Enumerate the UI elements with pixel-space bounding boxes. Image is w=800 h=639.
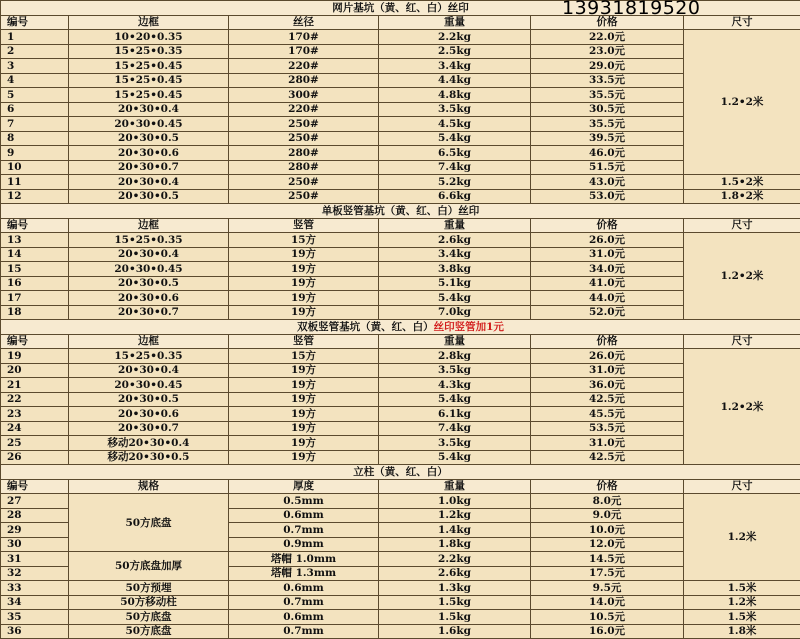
gauge-cell: 0.9mm bbox=[229, 537, 379, 552]
price-cell: 10.5元 bbox=[531, 610, 684, 625]
weight-cell: 1.6kg bbox=[379, 624, 531, 639]
frame-cell: 15•25•0.45 bbox=[69, 88, 229, 103]
price-cell: 42.5元 bbox=[531, 450, 684, 465]
column-header: 编号 bbox=[1, 479, 69, 494]
price-cell: 52.0元 bbox=[531, 305, 684, 320]
price-cell: 53.0元 bbox=[531, 189, 684, 204]
gauge-cell: 280# bbox=[229, 146, 379, 161]
gauge-cell: 19方 bbox=[229, 305, 379, 320]
table-row bbox=[1, 581, 800, 596]
column-header: 重量 bbox=[379, 218, 531, 233]
item-number: 35 bbox=[1, 610, 69, 625]
price-cell: 9.5元 bbox=[531, 581, 684, 596]
item-number: 9 bbox=[1, 146, 69, 161]
price-cell: 12.0元 bbox=[531, 537, 684, 552]
frame-cell: 15•25•0.35 bbox=[69, 44, 229, 59]
section-title-text: 单板竖管基坑（黄、红、白）丝印 bbox=[322, 205, 480, 217]
gauge-cell: 250# bbox=[229, 189, 379, 204]
section-title bbox=[1, 204, 800, 219]
section-title bbox=[1, 465, 800, 480]
gauge-cell: 0.6mm bbox=[229, 610, 379, 625]
gauge-cell: 0.6mm bbox=[229, 581, 379, 596]
section-title-text: 立柱（黄、红、白） bbox=[353, 466, 448, 478]
item-number: 14 bbox=[1, 247, 69, 262]
item-number: 5 bbox=[1, 88, 69, 103]
table-row bbox=[1, 363, 800, 378]
item-number: 10 bbox=[1, 160, 69, 175]
spec-cell: 50方预埋 bbox=[69, 581, 229, 596]
gauge-cell: 19方 bbox=[229, 421, 379, 436]
size-cell: 1.5•2米 bbox=[684, 175, 800, 190]
frame-cell: 20•30•0.6 bbox=[69, 291, 229, 306]
table-row bbox=[1, 88, 800, 103]
weight-cell: 2.6kg bbox=[379, 566, 531, 581]
table-row bbox=[1, 233, 800, 248]
weight-cell: 3.5kg bbox=[379, 102, 531, 117]
table-row bbox=[1, 189, 800, 204]
gauge-cell: 220# bbox=[229, 102, 379, 117]
header-row bbox=[1, 479, 800, 494]
frame-cell: 20•30•0.4 bbox=[69, 363, 229, 378]
table-row bbox=[1, 102, 800, 117]
price-cell: 29.0元 bbox=[531, 59, 684, 74]
weight-cell: 2.2kg bbox=[379, 30, 531, 45]
table-row bbox=[1, 175, 800, 190]
weight-cell: 3.4kg bbox=[379, 59, 531, 74]
price-cell: 31.0元 bbox=[531, 436, 684, 451]
frame-cell: 20•30•0.7 bbox=[69, 421, 229, 436]
weight-cell: 3.4kg bbox=[379, 247, 531, 262]
price-cell: 10.0元 bbox=[531, 523, 684, 538]
frame-cell: 20•30•0.7 bbox=[69, 305, 229, 320]
price-cell: 39.5元 bbox=[531, 131, 684, 146]
weight-cell: 3.5kg bbox=[379, 436, 531, 451]
frame-cell: 20•30•0.7 bbox=[69, 160, 229, 175]
item-number: 12 bbox=[1, 189, 69, 204]
frame-cell: 移动20•30•0.4 bbox=[69, 436, 229, 451]
gauge-cell: 19方 bbox=[229, 378, 379, 393]
weight-cell: 4.3kg bbox=[379, 378, 531, 393]
size-cell: 1.2•2米 bbox=[684, 30, 800, 175]
price-cell: 26.0元 bbox=[531, 233, 684, 248]
table-row bbox=[1, 160, 800, 175]
column-header: 竖管 bbox=[229, 218, 379, 233]
table-row bbox=[1, 595, 800, 610]
spec-cell: 50方移动柱 bbox=[69, 595, 229, 610]
weight-cell: 5.4kg bbox=[379, 392, 531, 407]
frame-cell: 20•30•0.5 bbox=[69, 276, 229, 291]
column-header: 竖管 bbox=[229, 334, 379, 349]
frame-cell: 20•30•0.6 bbox=[69, 407, 229, 422]
item-number: 16 bbox=[1, 276, 69, 291]
price-cell: 23.0元 bbox=[531, 44, 684, 59]
item-number: 31 bbox=[1, 552, 69, 567]
table-row bbox=[1, 494, 800, 509]
item-number: 32 bbox=[1, 566, 69, 581]
item-number: 28 bbox=[1, 508, 69, 523]
table-row bbox=[1, 291, 800, 306]
price-cell: 44.0元 bbox=[531, 291, 684, 306]
frame-cell: 20•30•0.45 bbox=[69, 262, 229, 277]
item-number: 8 bbox=[1, 131, 69, 146]
column-header: 重量 bbox=[379, 15, 531, 30]
gauge-cell: 280# bbox=[229, 160, 379, 175]
frame-cell: 20•30•0.4 bbox=[69, 175, 229, 190]
price-cell: 34.0元 bbox=[531, 262, 684, 277]
column-header: 丝径 bbox=[229, 15, 379, 30]
weight-cell: 1.4kg bbox=[379, 523, 531, 538]
section-title-text: 网片基坑（黄、红、白）丝印 bbox=[332, 2, 469, 14]
frame-cell: 20•30•0.45 bbox=[69, 117, 229, 132]
table-row bbox=[1, 30, 800, 45]
price-cell: 31.0元 bbox=[531, 247, 684, 262]
weight-cell: 3.8kg bbox=[379, 262, 531, 277]
item-number: 17 bbox=[1, 291, 69, 306]
price-cell: 17.5元 bbox=[531, 566, 684, 581]
item-number: 6 bbox=[1, 102, 69, 117]
gauge-cell: 19方 bbox=[229, 276, 379, 291]
weight-cell: 5.4kg bbox=[379, 291, 531, 306]
item-number: 27 bbox=[1, 494, 69, 509]
frame-cell: 20•30•0.5 bbox=[69, 131, 229, 146]
size-cell: 1.2•2米 bbox=[684, 233, 800, 320]
column-header: 尺寸 bbox=[684, 15, 800, 30]
frame-cell: 20•30•0.4 bbox=[69, 102, 229, 117]
table-row bbox=[1, 247, 800, 262]
item-number: 13 bbox=[1, 233, 69, 248]
gauge-cell: 19方 bbox=[229, 363, 379, 378]
item-number: 33 bbox=[1, 581, 69, 596]
header-row bbox=[1, 218, 800, 233]
gauge-cell: 19方 bbox=[229, 392, 379, 407]
table-row bbox=[1, 436, 800, 451]
weight-cell: 1.2kg bbox=[379, 508, 531, 523]
price-cell: 51.5元 bbox=[531, 160, 684, 175]
item-number: 21 bbox=[1, 378, 69, 393]
table-row bbox=[1, 378, 800, 393]
weight-cell: 4.4kg bbox=[379, 73, 531, 88]
item-number: 18 bbox=[1, 305, 69, 320]
item-number: 34 bbox=[1, 595, 69, 610]
price-cell: 16.0元 bbox=[531, 624, 684, 639]
gauge-cell: 250# bbox=[229, 131, 379, 146]
size-cell: 1.2米 bbox=[684, 595, 800, 610]
column-header: 价格 bbox=[531, 218, 684, 233]
item-number: 24 bbox=[1, 421, 69, 436]
header-row bbox=[1, 334, 800, 349]
table-row bbox=[1, 117, 800, 132]
weight-cell: 6.5kg bbox=[379, 146, 531, 161]
weight-cell: 2.8kg bbox=[379, 349, 531, 364]
table-row bbox=[1, 552, 800, 567]
table-row bbox=[1, 349, 800, 364]
item-number: 22 bbox=[1, 392, 69, 407]
frame-cell: 20•30•0.5 bbox=[69, 189, 229, 204]
frame-cell: 15•25•0.35 bbox=[69, 349, 229, 364]
column-header: 编号 bbox=[1, 218, 69, 233]
table-row bbox=[1, 262, 800, 277]
column-header: 尺寸 bbox=[684, 334, 800, 349]
column-header: 价格 bbox=[531, 334, 684, 349]
frame-cell: 20•30•0.4 bbox=[69, 247, 229, 262]
size-cell: 1.8米 bbox=[684, 624, 800, 639]
frame-cell: 移动20•30•0.5 bbox=[69, 450, 229, 465]
phone-number: 13931819520 bbox=[562, 0, 700, 19]
column-header: 边框 bbox=[69, 334, 229, 349]
column-header: 价格 bbox=[531, 15, 684, 30]
weight-cell: 5.2kg bbox=[379, 175, 531, 190]
item-number: 23 bbox=[1, 407, 69, 422]
column-header: 价格 bbox=[531, 479, 684, 494]
section-title-row bbox=[1, 320, 800, 335]
section-title-text: 双板竖管基坑（黄、红、白） bbox=[297, 321, 434, 333]
column-header: 编号 bbox=[1, 334, 69, 349]
column-header: 编号 bbox=[1, 15, 69, 30]
item-number: 2 bbox=[1, 44, 69, 59]
price-cell: 26.0元 bbox=[531, 349, 684, 364]
size-cell: 1.5米 bbox=[684, 581, 800, 596]
gauge-cell: 170# bbox=[229, 44, 379, 59]
weight-cell: 5.4kg bbox=[379, 131, 531, 146]
section-title-row bbox=[1, 204, 800, 219]
table-row bbox=[1, 610, 800, 625]
item-number: 19 bbox=[1, 349, 69, 364]
table-row bbox=[1, 146, 800, 161]
column-header: 尺寸 bbox=[684, 218, 800, 233]
weight-cell: 6.6kg bbox=[379, 189, 531, 204]
table-row bbox=[1, 450, 800, 465]
price-cell: 31.0元 bbox=[531, 363, 684, 378]
gauge-cell: 19方 bbox=[229, 407, 379, 422]
item-number: 11 bbox=[1, 175, 69, 190]
weight-cell: 3.5kg bbox=[379, 363, 531, 378]
column-header: 重量 bbox=[379, 334, 531, 349]
weight-cell: 7.4kg bbox=[379, 160, 531, 175]
gauge-cell: 0.6mm bbox=[229, 508, 379, 523]
price-cell: 35.5元 bbox=[531, 88, 684, 103]
table-row bbox=[1, 421, 800, 436]
size-cell: 1.5米 bbox=[684, 610, 800, 625]
weight-cell: 7.0kg bbox=[379, 305, 531, 320]
section-title-note: 丝印竖管加1元 bbox=[434, 321, 504, 333]
weight-cell: 7.4kg bbox=[379, 421, 531, 436]
gauge-cell: 19方 bbox=[229, 450, 379, 465]
spec-cell: 50方底盘 bbox=[69, 624, 229, 639]
price-cell: 22.0元 bbox=[531, 30, 684, 45]
item-number: 3 bbox=[1, 59, 69, 74]
column-header: 厚度 bbox=[229, 479, 379, 494]
gauge-cell: 15方 bbox=[229, 349, 379, 364]
item-number: 1 bbox=[1, 30, 69, 45]
column-header: 规格 bbox=[69, 479, 229, 494]
gauge-cell: 250# bbox=[229, 117, 379, 132]
weight-cell: 1.5kg bbox=[379, 595, 531, 610]
gauge-cell: 170# bbox=[229, 30, 379, 45]
price-cell: 35.5元 bbox=[531, 117, 684, 132]
weight-cell: 4.8kg bbox=[379, 88, 531, 103]
gauge-cell: 0.7mm bbox=[229, 624, 379, 639]
frame-cell: 20•30•0.6 bbox=[69, 146, 229, 161]
weight-cell: 1.5kg bbox=[379, 610, 531, 625]
gauge-cell: 19方 bbox=[229, 247, 379, 262]
weight-cell: 1.0kg bbox=[379, 494, 531, 509]
table-row bbox=[1, 73, 800, 88]
section-title bbox=[1, 320, 800, 335]
section-title-row bbox=[1, 465, 800, 480]
gauge-cell: 250# bbox=[229, 175, 379, 190]
frame-cell: 20•30•0.45 bbox=[69, 378, 229, 393]
table-row bbox=[1, 407, 800, 422]
gauge-cell: 220# bbox=[229, 59, 379, 74]
item-number: 7 bbox=[1, 117, 69, 132]
gauge-cell: 280# bbox=[229, 73, 379, 88]
weight-cell: 5.1kg bbox=[379, 276, 531, 291]
gauge-cell: 15方 bbox=[229, 233, 379, 248]
price-cell: 30.5元 bbox=[531, 102, 684, 117]
weight-cell: 5.4kg bbox=[379, 450, 531, 465]
price-cell: 42.5元 bbox=[531, 392, 684, 407]
price-cell: 53.5元 bbox=[531, 421, 684, 436]
table-row bbox=[1, 44, 800, 59]
column-header: 边框 bbox=[69, 15, 229, 30]
gauge-cell: 0.5mm bbox=[229, 494, 379, 509]
weight-cell: 2.6kg bbox=[379, 233, 531, 248]
weight-cell: 1.3kg bbox=[379, 581, 531, 596]
item-number: 26 bbox=[1, 450, 69, 465]
weight-cell: 4.5kg bbox=[379, 117, 531, 132]
gauge-cell: 塔帽 1.3mm bbox=[229, 566, 379, 581]
gauge-cell: 0.7mm bbox=[229, 595, 379, 610]
spec-cell: 50方底盘加厚 bbox=[69, 552, 229, 581]
price-cell: 46.0元 bbox=[531, 146, 684, 161]
item-number: 29 bbox=[1, 523, 69, 538]
weight-cell: 2.2kg bbox=[379, 552, 531, 567]
price-cell: 33.5元 bbox=[531, 73, 684, 88]
item-number: 20 bbox=[1, 363, 69, 378]
size-cell: 1.2米 bbox=[684, 494, 800, 581]
gauge-cell: 塔帽 1.0mm bbox=[229, 552, 379, 567]
frame-cell: 10•20•0.35 bbox=[69, 30, 229, 45]
frame-cell: 20•30•0.5 bbox=[69, 392, 229, 407]
size-cell: 1.2•2米 bbox=[684, 349, 800, 465]
item-number: 25 bbox=[1, 436, 69, 451]
gauge-cell: 19方 bbox=[229, 262, 379, 277]
item-number: 4 bbox=[1, 73, 69, 88]
item-number: 15 bbox=[1, 262, 69, 277]
price-cell: 45.5元 bbox=[531, 407, 684, 422]
weight-cell: 1.8kg bbox=[379, 537, 531, 552]
table-row bbox=[1, 624, 800, 639]
price-cell: 43.0元 bbox=[531, 175, 684, 190]
weight-cell: 2.5kg bbox=[379, 44, 531, 59]
weight-cell: 6.1kg bbox=[379, 407, 531, 422]
gauge-cell: 19方 bbox=[229, 291, 379, 306]
table-row bbox=[1, 276, 800, 291]
price-cell: 14.0元 bbox=[531, 595, 684, 610]
item-number: 36 bbox=[1, 624, 69, 639]
size-cell: 1.8•2米 bbox=[684, 189, 800, 204]
table-row bbox=[1, 59, 800, 74]
price-cell: 36.0元 bbox=[531, 378, 684, 393]
column-header: 重量 bbox=[379, 479, 531, 494]
frame-cell: 15•25•0.45 bbox=[69, 73, 229, 88]
table-row bbox=[1, 392, 800, 407]
column-header: 尺寸 bbox=[684, 479, 800, 494]
price-cell: 9.0元 bbox=[531, 508, 684, 523]
frame-cell: 15•25•0.35 bbox=[69, 233, 229, 248]
gauge-cell: 300# bbox=[229, 88, 379, 103]
gauge-cell: 19方 bbox=[229, 436, 379, 451]
table-row bbox=[1, 131, 800, 146]
spec-cell: 50方底盘 bbox=[69, 494, 229, 552]
price-cell: 8.0元 bbox=[531, 494, 684, 509]
frame-cell: 15•25•0.45 bbox=[69, 59, 229, 74]
price-cell: 14.5元 bbox=[531, 552, 684, 567]
item-number: 30 bbox=[1, 537, 69, 552]
price-table-body bbox=[1, 1, 800, 639]
price-cell: 41.0元 bbox=[531, 276, 684, 291]
gauge-cell: 0.7mm bbox=[229, 523, 379, 538]
spec-cell: 50方底盘 bbox=[69, 610, 229, 625]
column-header: 边框 bbox=[69, 218, 229, 233]
table-row bbox=[1, 305, 800, 320]
